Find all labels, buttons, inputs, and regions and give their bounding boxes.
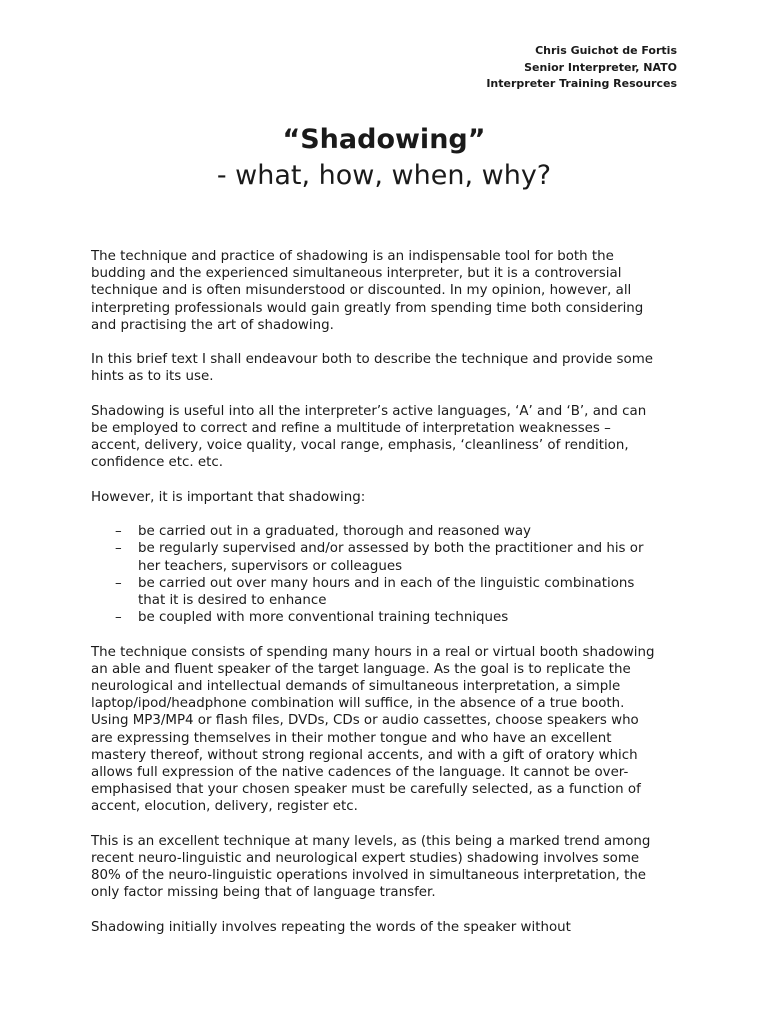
text-line: The technique and practice of shadowing is an indispensable tool for both the [91,249,614,264]
text-line: The technique consists of spending many hours in a real or virtual booth shadowing [91,644,655,660]
text-line: 80% of the neuro-linguistic operations involved in simultaneous interpretation, the [91,868,647,884]
text-line: Using MP3/MP4 or flash files, DVDs, CDs or audio cassettes, choose speakers who [91,713,639,729]
author-role: Senior Interpreter, NATO [524,60,677,74]
text-line: hints as to its use. [91,369,214,385]
text-line: emphasised that your chosen speaker must be carefully selected, as a function of [91,782,641,798]
list-item [91,575,691,609]
text-line: budding and the experienced simultaneous interpreter, but it is a controversial [91,266,622,282]
paragraph-initially [91,919,691,936]
paragraph-intro [91,248,691,334]
body-text [91,248,691,953]
text-line: that it is desired to enhance [138,593,327,608]
text-line: be coupled with more conventional training techniques [138,610,509,626]
bullet-dash: – [115,541,122,557]
text-line: be carried out in a graduated, thorough and reasoned way [138,524,531,540]
paragraph-purpose [91,351,691,385]
text-line: In this brief text I shall endeavour both to describe the technique and provide some [91,352,653,368]
author-org: Interpreter Training Resources [486,77,677,90]
list-item [91,523,691,540]
bullet-dash: – [115,610,122,626]
text-line: Shadowing is useful into all the interpreter’s active languages, ‘A’ and ‘B’, and can [91,403,647,419]
text-line: an able and fluent speaker of the target language. As the goal is to replicate the [91,661,631,677]
author-block [486,43,677,93]
author-name: Chris Guichot de Fortis [535,44,677,57]
requirements-list [91,523,691,626]
bullet-dash: – [115,524,122,540]
text-line: neurological and intellectual demands of simultaneous interpretation, a simple [91,679,621,694]
paragraph-however [91,489,691,506]
title-main: “Shadowing” [282,124,486,155]
text-line: only factor missing being that of language transfer. [91,885,436,901]
text-line: be carried out over many hours and in each of the linguistic combinations [138,575,635,591]
text-line: her teachers, supervisors or colleagues [138,558,403,574]
text-line: This is an excellent technique at many levels, as (this being a marked trend among [91,833,651,849]
text-line: allows full expression of the native cadences of the language. It cannot be over- [91,765,629,781]
text-line: confidence etc. etc. [91,455,224,471]
text-line: interpreting professionals would gain greatly from spending time both considering [91,300,644,316]
list-item [91,609,691,626]
text-line: accent, delivery, voice quality, vocal range, emphasis, ‘cleanliness’ of rendition, [91,438,629,454]
document-title [0,122,768,194]
text-line: and practising the art of shadowing. [91,317,334,333]
text-line: be regularly supervised and/or assessed by both the practitioner and his or [138,541,644,557]
bullet-dash: – [115,575,122,591]
text-line: mastery thereof, without strong regional accents, and with a gift of oratory which [91,747,638,763]
list-item [91,540,691,574]
text-line: accent, elocution, delivery, register etc. [91,799,358,815]
paragraph-usefulness [91,403,691,472]
title-subtitle: - what, how, when, why? [216,160,552,191]
text-line: are expressing themselves in their mother tongue and who have an excellent [91,730,612,746]
text-line: be employed to correct and refine a multitude of interpretation weaknesses – [91,421,611,436]
text-line: laptop/ipod/headphone combination will suffice, in the absence of a true booth. [91,696,625,712]
text-line: recent neuro-linguistic and neurological expert studies) shadowing involves some [91,851,640,867]
text-line: Shadowing initially involves repeating the words of the speaker without [91,919,571,935]
text-line: technique and is often misunderstood or discounted. In my opinion, however, all [91,283,632,299]
paragraph-levels [91,833,691,902]
paragraph-technique [91,644,691,816]
text-line: However, it is important that shadowing: [91,489,366,505]
